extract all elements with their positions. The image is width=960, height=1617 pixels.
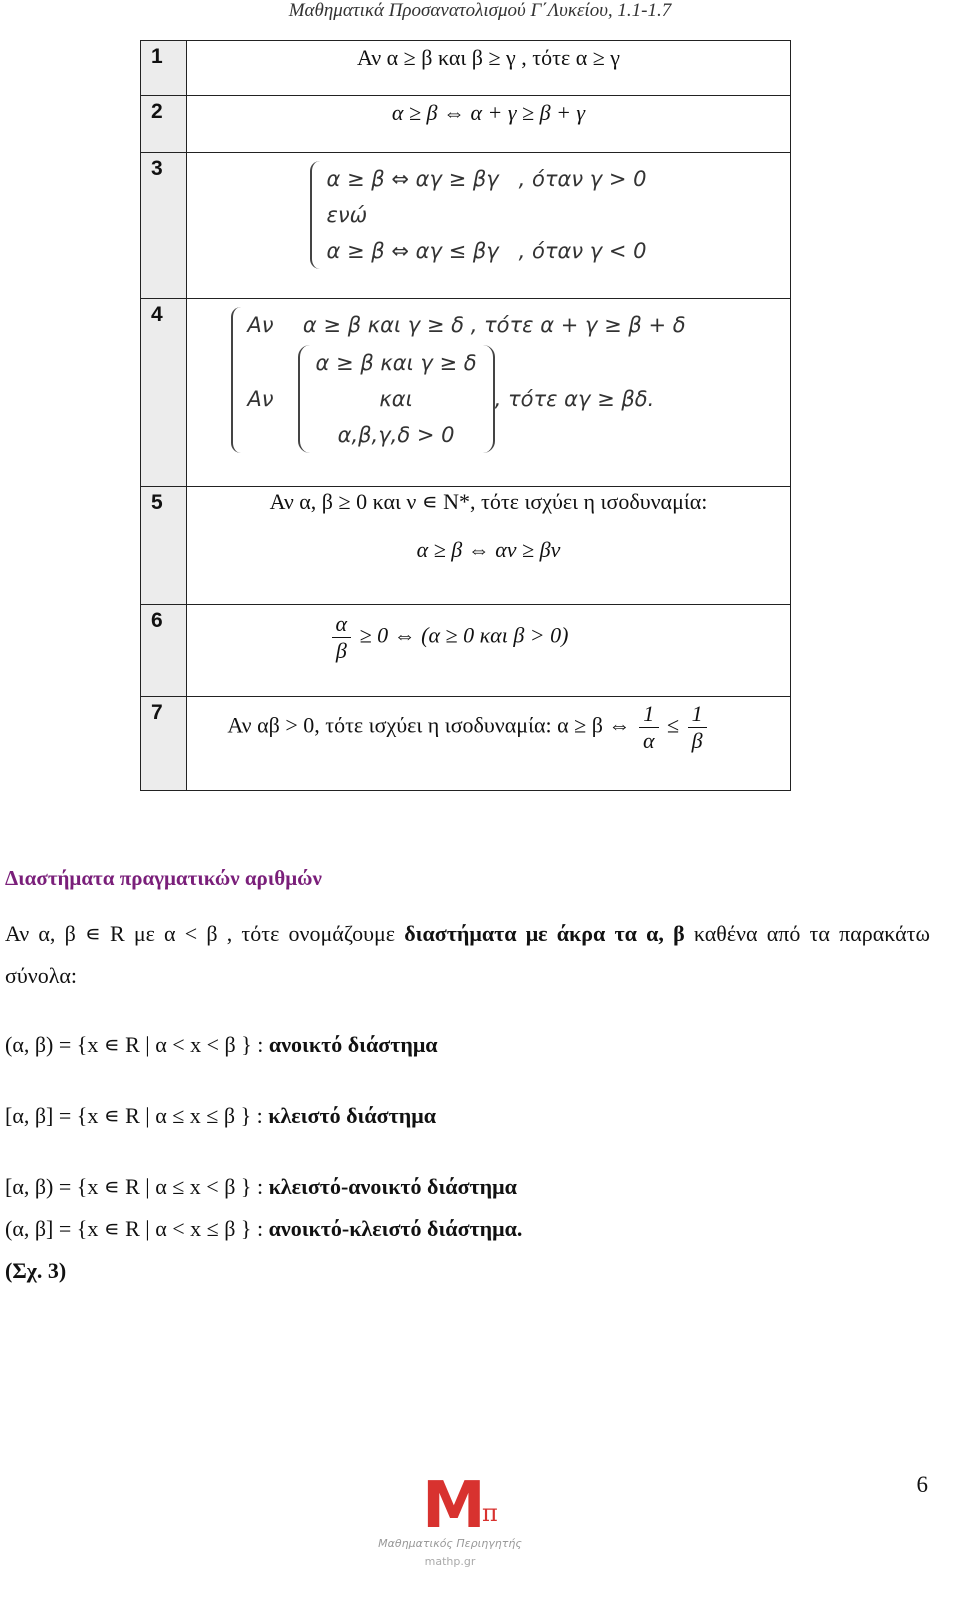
logo-pi: π <box>482 1499 498 1527</box>
row-4-line-1-prefix: Αν <box>247 313 274 337</box>
row-number: 1 <box>141 41 187 96</box>
fraction-a-over-b: $\frac{\alpha}{\beta}$ <box>332 611 352 664</box>
logo-title: Μαθηματικός Περιηγητής <box>378 1537 522 1550</box>
row-1-text: Αν α ≥ β και β ≥ γ , τότε α ≥ γ <box>356 45 621 70</box>
row-3-line-1: α ≥ β ⇔ αγ ≥ βγ <box>326 167 499 191</box>
row-7-statement <box>187 697 791 791</box>
row-number: 7 <box>141 697 187 791</box>
row-number: 2 <box>141 96 187 153</box>
figure-reference: (Σχ. 3) <box>5 1258 67 1283</box>
fraction-1-over-b: $\frac{1}{\beta}$ <box>688 701 707 754</box>
row-number: 5 <box>141 487 187 605</box>
interval-closed: [α, β] = {x ∊ R | α ≤ x ≤ β } : κλειστό διάστημα <box>5 1103 436 1128</box>
page-header: Μαθηματικά Προσανατολισμού Γ΄Λυκείου, 1.1-1.7 <box>288 0 672 21</box>
row-4-line-1-text: α ≥ β και γ ≥ δ <box>302 313 464 337</box>
row-6-statement <box>187 605 791 697</box>
row-4-system <box>231 307 685 453</box>
row-number: 6 <box>141 605 187 697</box>
row-2-text: α ≥ β ⇔ α + γ ≥ β + γ <box>391 100 586 125</box>
left-brace <box>231 307 247 453</box>
row-4-inner-2: και <box>379 387 413 411</box>
logo-mark: M <box>422 1469 486 1543</box>
intro-bold-term: διαστήματα με άκρα τα α, β <box>404 921 685 946</box>
row-3-statement <box>187 153 791 299</box>
row-5-formula: α ≥ β ⇔ αν ≥ βν <box>416 537 561 562</box>
row-4-inner-3: α,β,γ,δ > 0 <box>337 423 455 447</box>
interval-open: (α, β) = {x ∊ R | α < x < β } : ανοικτό διάστημα <box>5 1032 438 1057</box>
row-3-condition-3: , όταν γ < 0 <box>518 239 647 263</box>
row-2-statement <box>187 96 791 153</box>
section-title: Διαστήματα πραγματικών αριθμών <box>5 866 322 890</box>
row-3-system <box>310 161 646 269</box>
row-3-condition-1: , όταν γ > 0 <box>518 167 647 191</box>
page-number: 6 <box>916 1472 928 1497</box>
row-number: 4 <box>141 299 187 487</box>
fraction-1-over-a: $\frac{1}{\alpha}$ <box>639 701 659 754</box>
left-paren <box>298 345 310 453</box>
intro-text-end: καθένα από τα παρακάτω σύνολα: <box>5 921 930 988</box>
row-3-line-3: α ≥ β ⇔ αγ ≤ βγ <box>326 239 499 263</box>
row-4-inner-group <box>298 345 495 453</box>
right-paren <box>483 345 495 453</box>
site-logo <box>360 1465 540 1615</box>
row-5-statement <box>187 487 791 605</box>
row-4-line-2-prefix: Αν <box>247 387 274 411</box>
interval-closed-open: [α, β) = {x ∊ R | α ≤ x < β } : κλειστό-ανοικτό διάστημα <box>5 1174 517 1199</box>
intro-paragraph <box>5 913 930 997</box>
row-3-line-2: ενώ <box>326 203 368 227</box>
row-5-text: Αν α, β ≥ 0 και ν ∊ N*, τότε ισχύει η ισοδυναμία: <box>269 489 708 514</box>
row-4-conclusion-1: , τότε α + γ ≥ β + δ <box>470 313 686 337</box>
interval-open-closed: (α, β] = {x ∊ R | α < x ≤ β } : ανοικτό-κλειστό διάστημα. <box>5 1216 523 1241</box>
row-6-text: ≥ 0 ⇔ (α ≥ 0 και β > 0) <box>359 622 569 648</box>
row-4-inner-1: α ≥ β και γ ≥ δ <box>315 351 477 375</box>
row-1-statement <box>187 41 791 96</box>
properties-table <box>140 40 791 791</box>
row-4-statement <box>187 299 791 487</box>
left-brace <box>310 161 326 269</box>
logo-url: mathp.gr <box>424 1555 476 1568</box>
row-7-text: Αν αβ > 0, τότε ισχύει η ισοδυναμία: α ≥ β ⇔ <box>227 712 631 738</box>
row-4-conclusion-2: , τότε αγ ≥ βδ. <box>494 387 655 411</box>
intro-text: Αν α, β ∊ R με α < β , τότε ονομάζουμε <box>5 921 405 946</box>
row-number: 3 <box>141 153 187 299</box>
row-7-relation: ≤ <box>667 712 680 738</box>
